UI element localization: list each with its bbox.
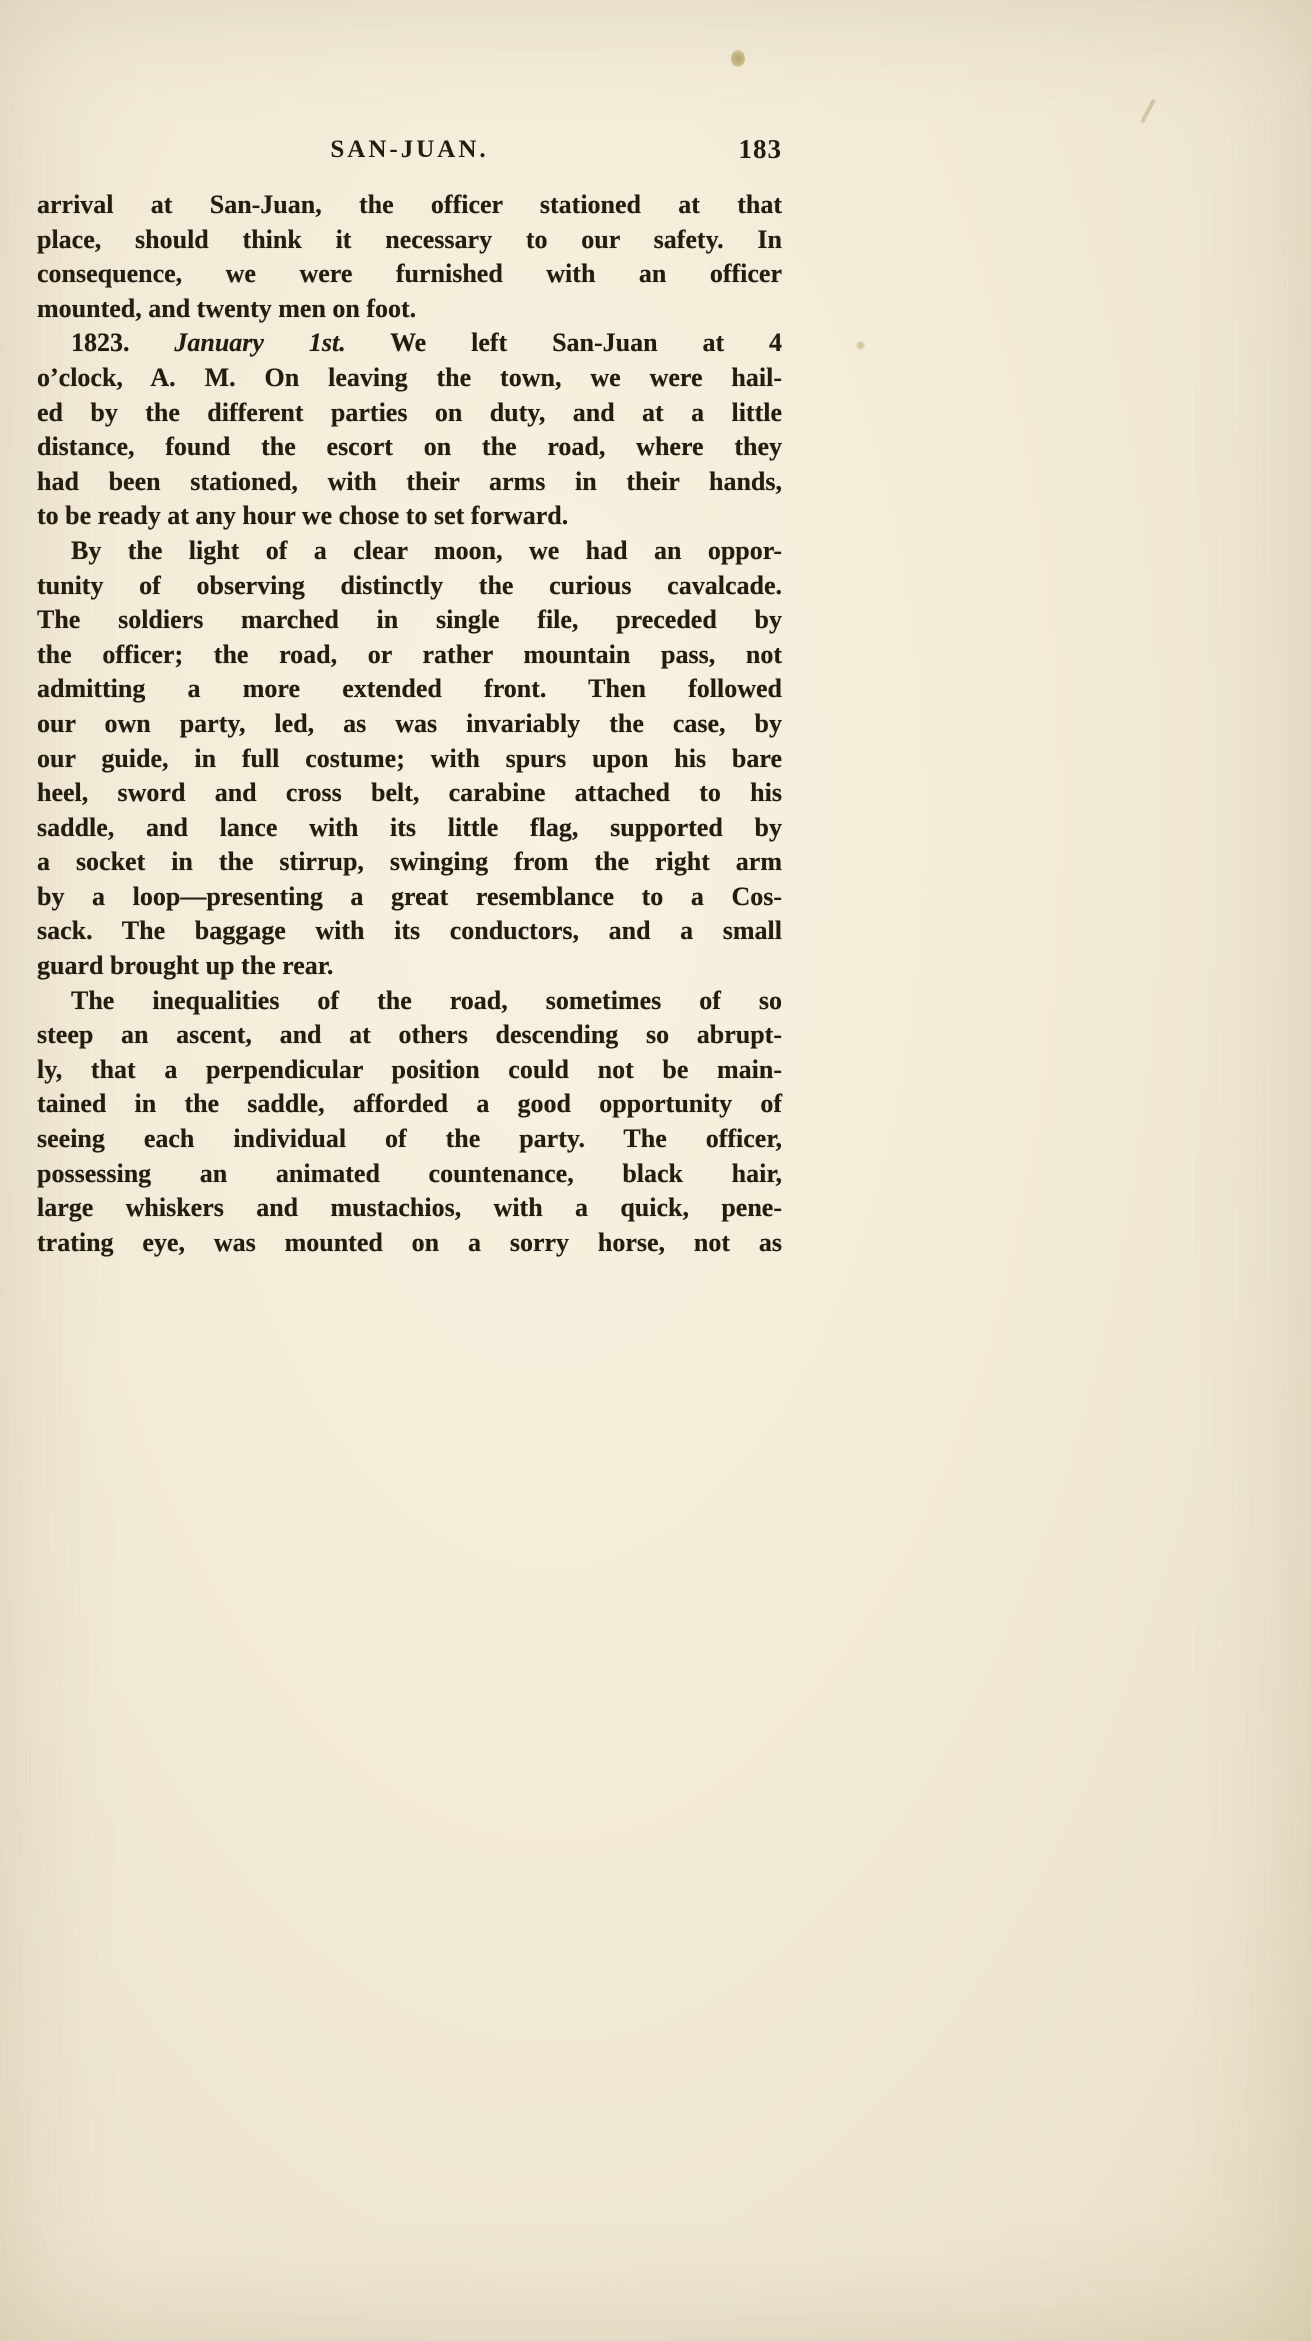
text-segment: tunity of observing distinctly the curious cavalcade. bbox=[37, 570, 782, 600]
text-line bbox=[37, 465, 782, 500]
text-segment: our guide, in full costume; with spurs upon his bare bbox=[37, 743, 782, 773]
text-segment: admitting a more extended front. Then followed bbox=[37, 674, 782, 704]
text-line bbox=[37, 672, 782, 707]
text-segment: large whiskers and mustachios, with a quick, pene- bbox=[37, 1193, 782, 1223]
text-line bbox=[37, 1018, 782, 1053]
text-segment: The inequalities of the road, sometimes of so bbox=[71, 985, 782, 1015]
text-line bbox=[37, 811, 782, 846]
text-segment: By the light of a clear moon, we had an oppor- bbox=[71, 535, 782, 565]
text-segment: possessing an animated countenance, black hair, bbox=[37, 1158, 782, 1188]
text-line bbox=[37, 499, 782, 534]
text-segment: ly, that a perpendicular position could not be main- bbox=[37, 1054, 782, 1084]
text-line bbox=[37, 707, 782, 742]
text-segment: We left San-Juan at 4 bbox=[345, 328, 783, 358]
text-line bbox=[37, 257, 782, 292]
text-segment: guard brought up the rear. bbox=[37, 951, 334, 981]
text-segment: a socket in the stirrup, swinging from the right arm bbox=[37, 847, 782, 877]
text-segment: to be ready at any hour we chose to set forward. bbox=[37, 501, 569, 531]
paper-speck bbox=[731, 50, 745, 67]
text-line bbox=[37, 1122, 782, 1157]
text-line bbox=[37, 188, 782, 223]
text-line bbox=[37, 292, 782, 327]
text-line bbox=[37, 914, 782, 949]
text-line bbox=[37, 1191, 782, 1226]
text-segment: sack. The baggage with its conductors, and a small bbox=[37, 916, 782, 946]
text-segment: tained in the saddle, afforded a good opportunity of bbox=[37, 1089, 782, 1119]
text-segment: the officer; the road, or rather mountain pass, not bbox=[37, 639, 782, 669]
text-line bbox=[37, 430, 782, 465]
text-line bbox=[37, 223, 782, 258]
text-segment: distance, found the escort on the road, where they bbox=[37, 432, 782, 462]
text-segment: ed by the different parties on duty, and at a little bbox=[37, 397, 782, 427]
text-line bbox=[37, 776, 782, 811]
text-line bbox=[37, 845, 782, 880]
text-line bbox=[37, 1053, 782, 1088]
page-header bbox=[37, 136, 782, 188]
text-segment: trating eye, was mounted on a sorry horse, not as bbox=[37, 1227, 782, 1257]
text-segment: heel, sword and cross belt, carabine attached to his bbox=[37, 778, 782, 808]
page-number: 183 bbox=[738, 134, 782, 164]
text-line bbox=[37, 326, 782, 361]
text-line bbox=[37, 603, 782, 638]
text-segment: The soldiers marched in single file, preceded by bbox=[37, 605, 782, 635]
text-segment: steep an ascent, and at others descending so abrupt- bbox=[37, 1020, 782, 1050]
text-line bbox=[37, 569, 782, 604]
text-segment: o’clock, A. M. On leaving the town, we were hail- bbox=[37, 362, 782, 392]
text-body bbox=[37, 188, 782, 1260]
text-line bbox=[37, 638, 782, 673]
text-block bbox=[37, 136, 782, 1260]
text-line bbox=[37, 880, 782, 915]
text-segment: our own party, led, as was invariably the case, by bbox=[37, 708, 782, 738]
text-line bbox=[37, 1157, 782, 1192]
italic-text-segment: January 1st. bbox=[174, 328, 346, 358]
paper-mark bbox=[1140, 99, 1156, 124]
text-line bbox=[37, 1087, 782, 1122]
text-line bbox=[37, 984, 782, 1019]
text-segment: place, should think it necessary to our safety. In bbox=[37, 224, 782, 254]
paper-speck bbox=[856, 341, 865, 350]
text-segment: had been stationed, with their arms in their hands, bbox=[37, 466, 782, 496]
text-segment: by a loop—presenting a great resemblance to a Cos- bbox=[37, 881, 782, 911]
text-line bbox=[37, 396, 782, 431]
text-line bbox=[37, 534, 782, 569]
text-segment: arrival at San-Juan, the officer stationed at that bbox=[37, 190, 782, 219]
text-segment: seeing each individual of the party. The officer, bbox=[37, 1124, 782, 1154]
text-line bbox=[37, 361, 782, 396]
text-line bbox=[37, 1226, 782, 1261]
text-segment: 1823. bbox=[71, 328, 175, 358]
text-line bbox=[37, 742, 782, 777]
text-segment: mounted, and twenty men on foot. bbox=[37, 293, 417, 323]
running-head: SAN-JUAN. bbox=[330, 136, 489, 163]
text-line bbox=[37, 949, 782, 984]
text-segment: consequence, we were furnished with an officer bbox=[37, 259, 782, 289]
text-segment: saddle, and lance with its little flag, supported by bbox=[37, 812, 782, 842]
